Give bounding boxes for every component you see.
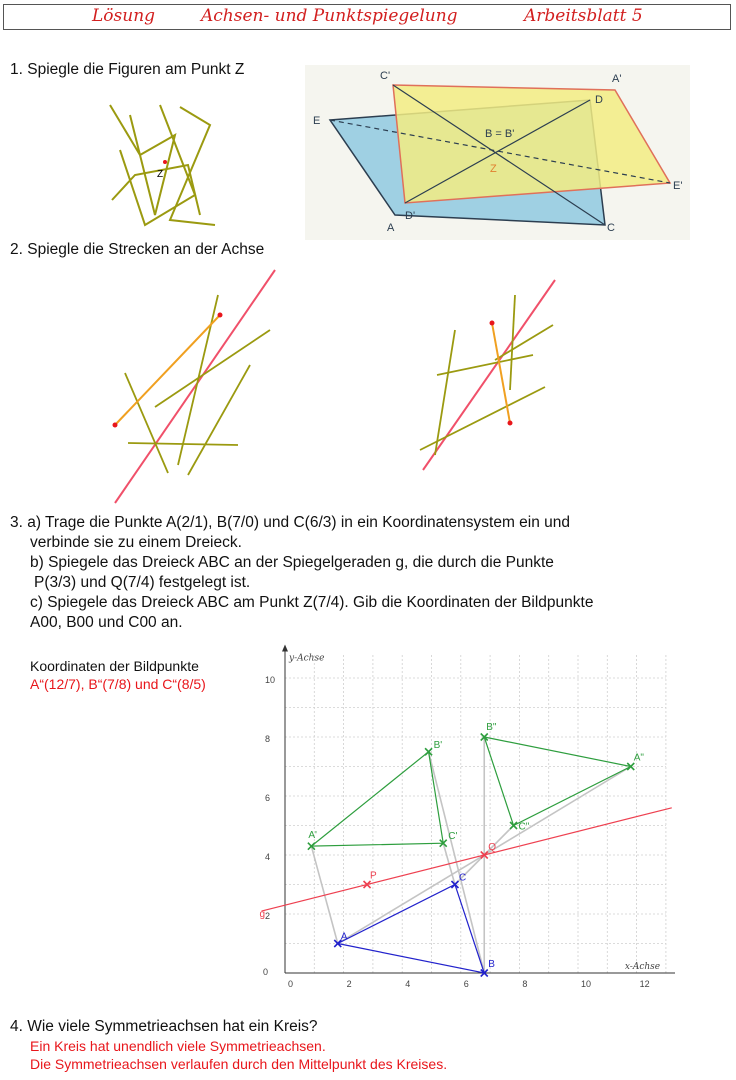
mirror-line-label: g — [259, 909, 266, 921]
task4-question: 4. Wie viele Symmetrieachsen hat ein Kreis? — [10, 1018, 318, 1035]
x-tick-label: 8 — [522, 979, 528, 989]
point-label: A" — [633, 752, 644, 764]
y-axis-arrow — [282, 644, 288, 651]
label-c: C — [607, 222, 615, 234]
x-tick-label: 4 — [405, 979, 411, 989]
label-a-prime: A' — [612, 73, 622, 85]
x-tick-label: 6 — [463, 979, 469, 989]
header-sheet: Arbeitsblatt 5 — [524, 6, 643, 26]
task3-line3: b) Spiegele das Dreieck ABC an der Spiegelgeraden g, die durch die Punkte — [30, 554, 554, 571]
y-tick-label: 4 — [265, 852, 271, 862]
label-b-eq: B = B' — [485, 128, 515, 140]
mirror-line-g — [262, 808, 672, 911]
triangle-abc — [311, 752, 443, 846]
y-tick-label: 10 — [265, 675, 276, 685]
header-solution: Lösung — [92, 6, 156, 26]
y-tick-label: 6 — [265, 793, 271, 803]
triangle-abc — [484, 737, 631, 826]
point-label: B" — [486, 722, 497, 733]
x-tick-label: 2 — [346, 979, 352, 989]
x-tick-label: 10 — [581, 979, 592, 989]
y-tick-label: 0 — [263, 967, 269, 977]
triangle-abc — [338, 885, 485, 974]
label-d-prime: D' — [405, 210, 416, 222]
task4-answer1: Ein Kreis hat unendlich viele Symmetrieachsen. — [30, 1038, 326, 1054]
label-c-prime: C' — [380, 70, 391, 82]
label-d: D — [595, 94, 603, 106]
task2-text: 2. Spiegle die Strecken an der Achse — [10, 241, 265, 258]
point-label: A — [340, 931, 348, 943]
point-label: A' — [308, 830, 317, 842]
triangle-photo — [305, 65, 690, 240]
x-tick-label: 12 — [639, 979, 650, 989]
axis-reflection-right — [415, 275, 565, 475]
x-tick-label: 0 — [288, 979, 294, 989]
coords-answer: A“(12/7), B“(7/8) und C“(8/5) — [30, 676, 206, 692]
point-label: P — [370, 870, 377, 882]
point-label: C' — [448, 831, 458, 843]
point-reflection-sketch — [100, 95, 230, 230]
task1-text: 1. Spiegle die Figuren am Punkt Z — [10, 61, 245, 78]
task4-answer2: Die Symmetrieachsen verlaufen durch den Mittelpunkt des Kreises. — [30, 1056, 448, 1072]
x-axis-label: x-Achse — [624, 962, 661, 972]
label-e: E — [313, 115, 321, 127]
point-label: C" — [518, 821, 530, 833]
task3-line4: P(3/3) und Q(7/4) festgelegt ist. — [34, 574, 251, 591]
y-tick-label: 8 — [265, 734, 271, 744]
point-label: Q — [488, 842, 497, 853]
label-a: A — [387, 222, 395, 234]
point-label: B' — [433, 739, 443, 751]
y-axis-label: y-Achse — [289, 653, 325, 664]
coordinate-system-chart — [255, 640, 675, 1000]
axis-reflection-left — [100, 265, 290, 510]
point-label: C — [458, 872, 467, 884]
task3-line6: A00, B00 und C00 an. — [30, 614, 183, 631]
label-e-prime: E' — [673, 180, 683, 192]
task3-line1: 3. a) Trage die Punkte A(2/1), B(7/0) und C(6/3) in ein Koordinatensystem ein und — [10, 514, 571, 531]
task3-line5: c) Spiegele das Dreieck ABC am Punkt Z(7/4). Gib die Koordinaten der Bildpunkte — [30, 594, 594, 611]
y-tick-label: 2 — [265, 911, 271, 921]
center-z-label: Z — [157, 169, 164, 180]
task3-line2: verbinde sie zu einem Dreieck. — [30, 534, 242, 551]
label-z: Z — [490, 163, 497, 175]
header-topic: Achsen- und Punktspiegelung — [201, 6, 458, 26]
coords-title: Koordinaten der Bildpunkte — [30, 658, 199, 674]
point-label: B — [488, 959, 495, 970]
worksheet-header — [3, 4, 731, 30]
